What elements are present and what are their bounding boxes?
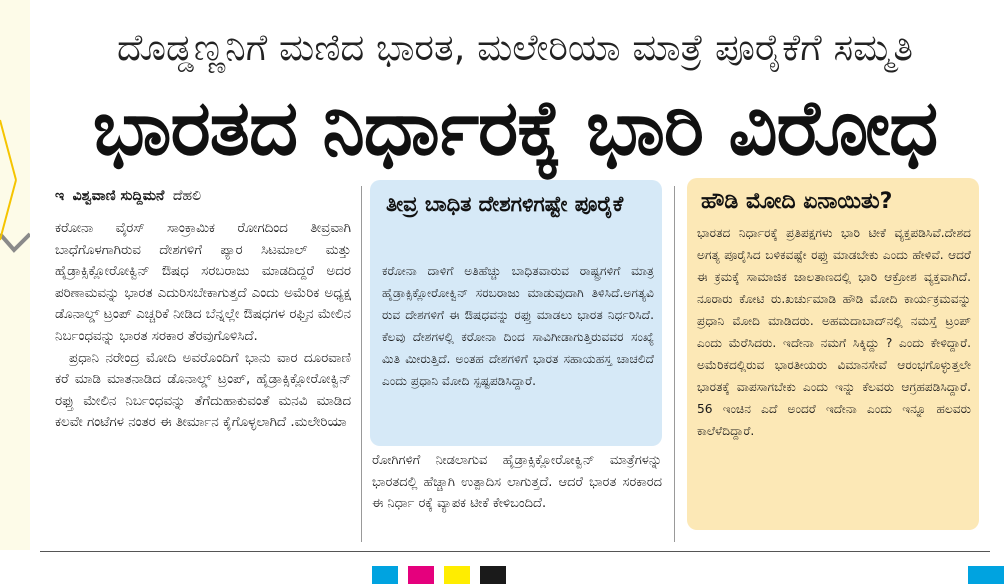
article-paragraph: ರೋಗಿಗಳಿಗೆ ನೀಡಲಾಗುವ ಹೈಡ್ರಾಕ್ಸಿಕ್ಲೋರೋಕ್ವಿನ್ ಮಾತ್ರೆಗಳನ್ನು ಭಾರತದಲ್ಲಿ ಹೆಚ್ಚಾಗಿ ಉತ್ಪಾದಿಸ ಲಾಗುತ್ತದೆ. ಆದರೆ ಭಾರತ ಸರಕಾರದ ಈ ನಿರ್ಧಾ ರಕ್ಕೆ ವ್ಯಾಪಕ ಟೀಕೆ ಕೇಳಿಬಂದಿದೆ.: [372, 453, 662, 512]
article-paragraph: ಪ್ರಧಾನಿ ನರೇಂದ್ರ ಮೋದಿ ಅವರೊಂದಿಗೆ ಭಾನು ವಾರ ದೂರವಾಣಿ ಕರೆ ಮಾಡಿ ಮಾತನಾಡಿದ ಡೊನಾಲ್ಡ್ ಟ್ರಂಪ್, ಹೈಡ್ರಾಕ್ಸಿಕ್ಲೋರೋಕ್ವಿನ್ ರಫ್ತು ಮೇಲಿನ ನಿರ್ಬಂಧವನ್ನು ತೆಗೆದುಹಾಕುವಂತೆ ಮನವಿ ಮಾಡಿದ ಕಲವೇ ಗಂಟೆಗಳ ನಂತರ ಈ ತೀರ್ಮಾನ ಕೈಗೊಳ್ಳಲಾಗಿದೆ .ಮಲೇರಿಯಾ: [55, 350, 351, 431]
kicker-headline: ದೊಡ್ಡಣ್ಣನಿಗೆ ಮಣಿದ ಭಾರತ, ಮಲೇರಿಯಾ ಮಾತ್ರೆ ಪೂರೈಕೆಗೆ ಸಮ್ಮತಿ: [116, 26, 914, 69]
column-divider: [674, 186, 675, 542]
article-column-1: [55, 218, 351, 434]
sidebar-yellow-body: ಭಾರತದ ನಿರ್ಧಾರಕ್ಕೆ ಪ್ರತಿಪಕ್ಷಗಳು ಭಾರಿ ಟೀಕೆ ವ್ಯಕ್ತಪಡಿಸಿವೆ.ದೇಶದ ಅಗತ್ಯ ಪೂರೈಸಿದ ಬಳಿಕವಷ್ಟೇ ರಫ್ತು ಮಾಡಬೇಕು ಎಂದು ಹೇಳಿವೆ. ಆದರೆ ಈ ಕ್ರಮಕ್ಕೆ ಸಾಮಾಜಿಕ ಜಾಲತಾಣದಲ್ಲಿ ಭಾರಿ ಆಕ್ರೋಶ ವ್ಯಕ್ತವಾಗಿದೆ. ನೂರಾರು ಕೋಟಿ ರು.ಖರ್ಚುಮಾಡಿ ಹೌಡಿ ಮೋದಿ ಕಾರ್ಯಕ್ರಮವನ್ನು ಪ್ರಧಾನಿ ಮೋದಿ ಮಾಡಿದರು. ಅಹಮದಾಬಾದ್‌ನಲ್ಲಿ ನಮಸ್ತೆ ಟ್ರಂಪ್ ಎಂದು ಮೆರೆಸಿದರು. ಇದೇನಾ ನಮಗೆ ಸಿಕ್ಕಿದ್ದು ? ಎಂದು ಕೇಳಿದ್ದಾರೆ. ಅಮೆರಿಕದಲ್ಲಿರುವ ಭಾರತೀಯರು ವಿಮಾನಸೇವೆ ಆರಂಭಗೊಳ್ಳುತ್ತಲೇ ಭಾರತಕ್ಕೆ ವಾಪಸಾಗಬೇಕು ಎಂದು ಇನ್ನು ಕೆಲವರು ಆಗ್ರಹಪಡಿಸಿದ್ದಾರೆ. 56 ಇಂಚಿನ ಎದೆ ಅಂದರೆ ಇದೇನಾ ಎಂದು ಇನ್ನೂ ಹಲವರು ಕಾಲೆಳೆದಿದ್ದಾರೆ.: [697, 226, 971, 438]
byline-source: ವಿಶ್ವವಾಣಿ ಸುದ್ದಿಮನೆ: [72, 188, 165, 204]
article-paragraph: ಕರೋನಾ ವೈರಸ್ ಸಾಂಕ್ರಾಮಿಕ ರೋಗದಿಂದ ತೀವ್ರವಾಗಿ ಬಾಧೆಗೊಳಗಾಗಿರುವ ದೇಶಗಳಿಗೆ ಪ್ಯಾರ ಸಿಟಮಾಲ್ ಮತ್ತು ಹೈಡ್ರಾಕ್ಸಿಕ್ಲೋರೋಕ್ವಿನ್ ಔಷಧ ಸರಬರಾಜು ಮಾಡದಿದ್ದರೆ ಅದರ ಪರಿಣಾಮವನ್ನು ಭಾರತ ಎದುರಿಸಬೇಕಾಗುತ್ತದೆ ಎಂದು ಅಮೆರಿಕ ಅಧ್ಯಕ್ಷ ಡೊನಾಲ್ಡ್ ಟ್ರಂಪ್ ಎಚ್ಚರಿಕೆ ನೀಡಿದ ಬೆನ್ನಲ್ಲೇ ಔಷಧಗಳ ರಫ್ತಿನ ಮೇಲಿನ ನಿರ್ಬಂಧವನ್ನು ಭಾರತ ಸರಕಾರ ತೆರವುಗೊಳಿಸಿದೆ.: [55, 221, 351, 344]
main-headline: ಭಾರತದ ನಿರ್ಧಾರಕ್ಕೆ ಭಾರಿ ವಿರೋಧ: [92, 83, 938, 172]
byline: [55, 186, 355, 206]
registration-cyan-swatch: [372, 566, 398, 584]
sidebar-box-yellow: [687, 178, 979, 530]
registration-yellow-swatch: [444, 566, 470, 584]
newspaper-logo-icon: ಇ: [55, 188, 65, 204]
registration-black-swatch: [480, 566, 506, 584]
registration-cyan-swatch-right: [968, 566, 1004, 584]
article-column-2: [372, 450, 662, 515]
registration-magenta-swatch: [408, 566, 434, 584]
sidebar-box-blue: [370, 180, 662, 446]
sidebar-blue-body: ಕರೋನಾ ದಾಳಿಗೆ ಅತಿಹೆಚ್ಚು ಬಾಧಿತವಾರುವ ರಾಷ್ಟ್ರಗಳಿಗೆ ಮಾತ್ರ ಹೈಡ್ರಾಕ್ಸಿಕ್ಲೋರೋಕ್ವಿನ್ ಸರಬರಾಜು ಮಾಡುವುದಾಗಿ ತಿಳಿಸಿದೆ.ಅಗತ್ಯವಿ ರುವ ದೇಶಗಳಿಗೆ ಈ ಔಷಧವನ್ನು ರಫ್ತು ಮಾಡಲು ಭಾರತ ನಿರ್ಧರಿಸಿದೆ. ಕೆಲವು ದೇಶಗಳಲ್ಲಿ ಕರೋನಾ ದಿಂದ ಸಾವಿಗೀಡಾಗುತ್ತಿರುವವರ ಸಂಖ್ಯೆ ಮಿತಿ ಮೀರುತ್ತಿದೆ. ಅಂತಹ ದೇಶಗಳಿಗೆ ಭಾರತ ಸಹಾಯಹಸ್ತ ಚಾಚಲಿದೆ ಎಂದು ಪ್ರಧಾನಿ ಮೋದಿ ಸ್ಪಷ್ಟಪಡಿಸಿದ್ದಾರೆ.: [382, 264, 654, 388]
byline-dateline: ದೆಹಲಿ: [172, 188, 202, 204]
adjacent-column-strip: [0, 0, 30, 550]
page-bottom-rule: [40, 551, 990, 552]
yellow-line-icon: [0, 60, 30, 260]
column-divider: [361, 186, 362, 542]
sidebar-blue-title: ತೀವ್ರ ಬಾಧಿತ ದೇಶಗಳಿಗಷ್ಟೇ ಪೂರೈಕೆ: [386, 192, 624, 216]
sidebar-yellow-title: ಹೌಡಿ ಮೋದಿ ಏನಾಯಿತು?: [701, 189, 893, 214]
